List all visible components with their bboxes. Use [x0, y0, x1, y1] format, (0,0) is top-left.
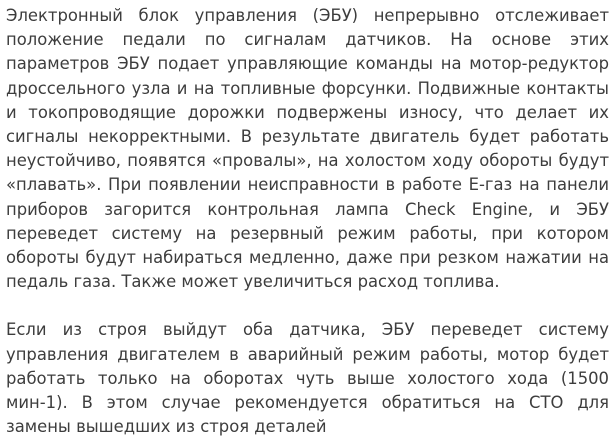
- article-paragraph: Электронный блок управления (ЭБУ) непрерывно отслеживает положение педали по сигналам датчиков. На основе этих параметров ЭБУ подает управляющие команды на мотор-редуктор дроссельного узла и на топливные форсунки. Подвижные контакты и токопроводящие дорожки подвержены износу, что делает их сигналы некорректными. В результате двигатель будет работать неустойчиво, появятся «провалы», на холостом ходу обороты будут «плавать». При появлении неисправности в работе Е-газ на панели приборов загорится контрольная лампа Check Engine, и ЭБУ переведет систему на резервный режим работы, при котором обороты будут набираться медленно, даже при резком нажатии на педаль газа. Также может увеличиться расход топлива.: [6, 6, 609, 292]
- article-paragraph: Если из строя выйдут оба датчика, ЭБУ переведет систему управления двигателем в аварийный режим работы, мотор будет работать только на оборотах чуть выше холостого хода (1500 мин-1). В этом случае рекомендуется обратиться на СТО для замены вышедших из строя деталей: [6, 320, 609, 437]
